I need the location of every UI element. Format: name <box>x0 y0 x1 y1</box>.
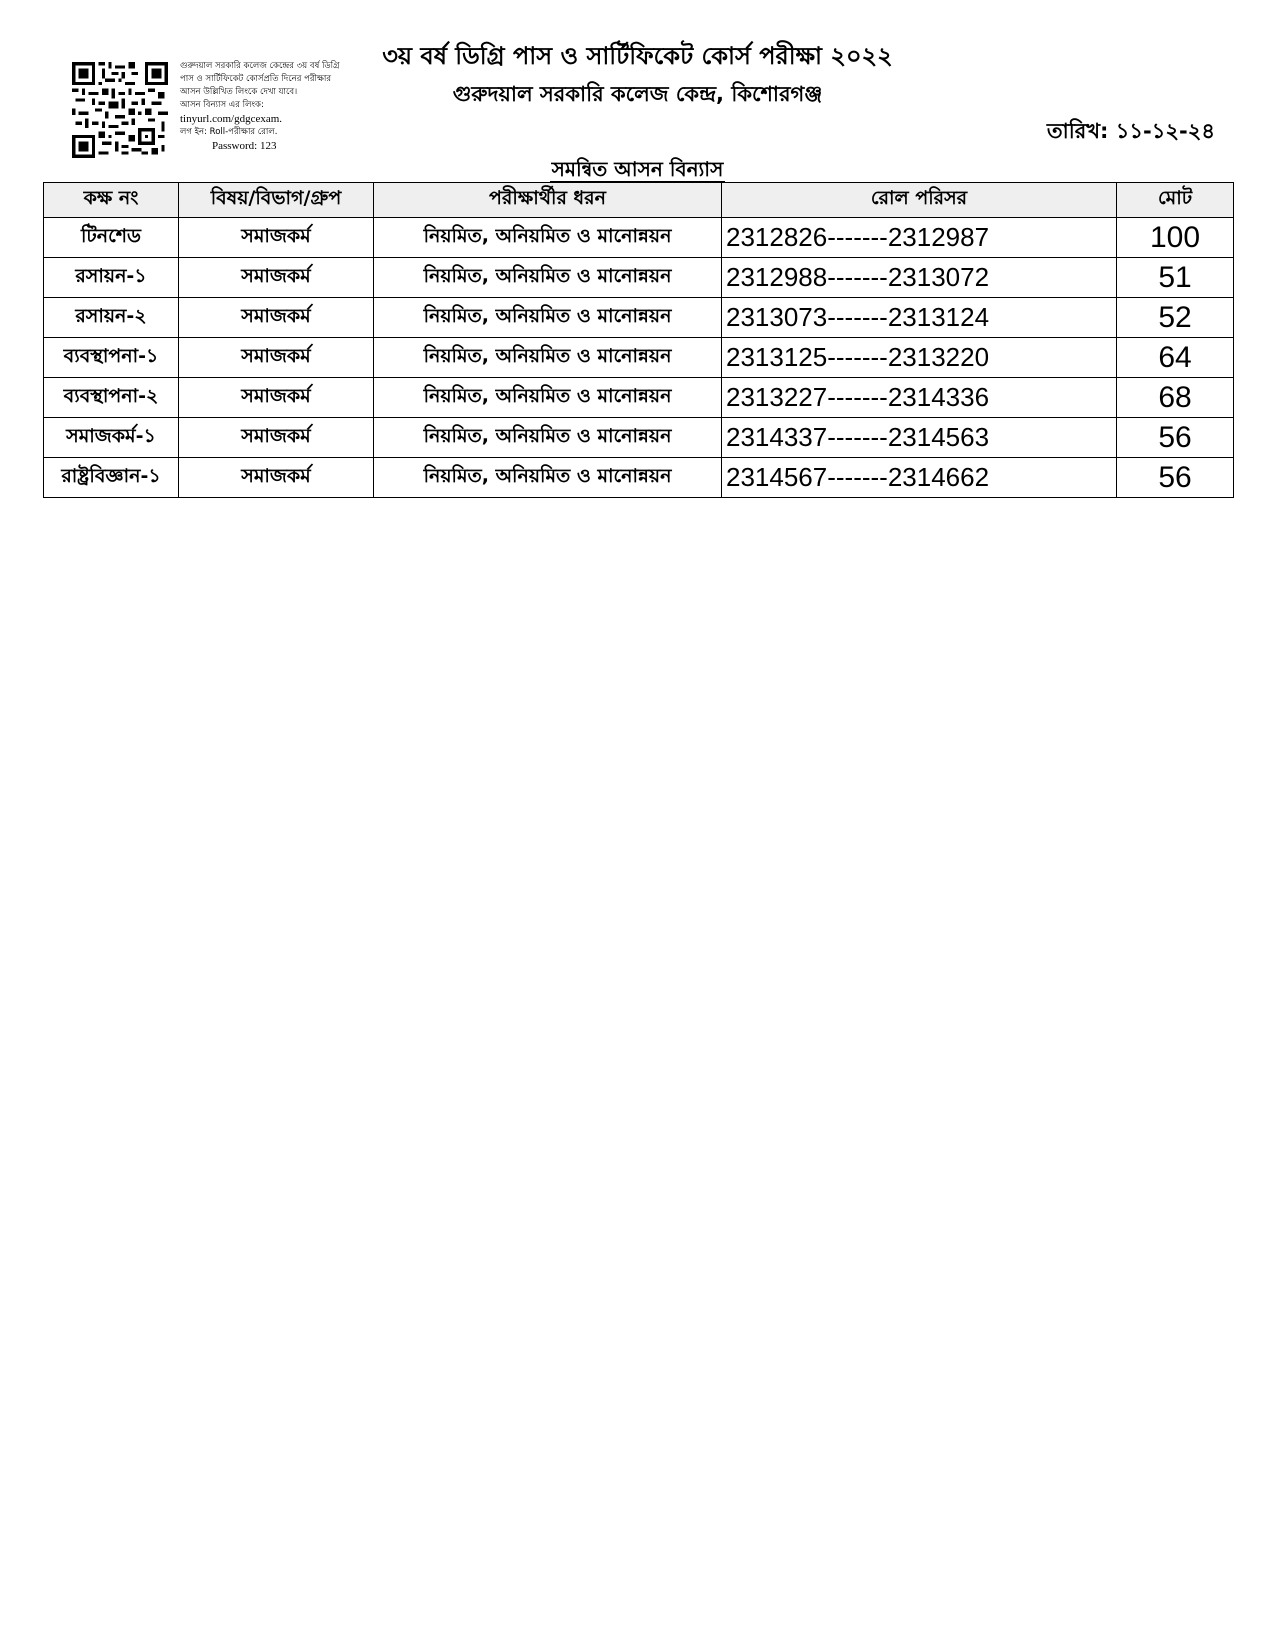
roll-range-cell: 2312988-------2313072 <box>722 258 1117 298</box>
type-cell: নিয়মিত, অনিয়মিত ও মানোন্নয়ন <box>374 218 722 258</box>
type-cell: নিয়মিত, অনিয়মিত ও মানোন্নয়ন <box>374 338 722 378</box>
total-cell: 68 <box>1117 378 1234 418</box>
table-row <box>44 458 1234 498</box>
qr-note-login: লগ ইন: Roll-পরীক্ষার রোল. <box>180 127 278 137</box>
subject-cell: সমাজকর্ম <box>179 338 374 378</box>
plan-title-text: সমন্বিত আসন বিন্যাস <box>551 157 724 181</box>
table-row <box>44 258 1234 298</box>
table-row <box>44 338 1234 378</box>
type-cell: নিয়মিত, অনিয়মিত ও মানোন্নয়ন <box>374 258 722 298</box>
total-cell: 51 <box>1117 258 1234 298</box>
roll-range-cell: 2313227-------2314336 <box>722 378 1117 418</box>
total-cell: 56 <box>1117 458 1234 498</box>
room-cell: ব্যবস্থাপনা-১ <box>44 338 179 378</box>
roll-range-cell: 2313073-------2313124 <box>722 298 1117 338</box>
type-cell: নিয়মিত, অনিয়মিত ও মানোন্নয়ন <box>374 298 722 338</box>
date-label: তারিখ: ১১-১২-২৪ <box>1046 119 1215 143</box>
total-cell: 56 <box>1117 418 1234 458</box>
roll-range-cell: 2313125-------2313220 <box>722 338 1117 378</box>
center-title: গুরুদয়াল সরকারি কলেজ কেন্দ্র, কিশোরগঞ্জ <box>452 82 823 106</box>
qr-note-password: Password: 123 <box>212 140 277 152</box>
total-cell: 100 <box>1117 218 1234 258</box>
seating-table <box>43 182 1234 498</box>
table-header-row <box>44 183 1234 218</box>
col-header-room: কক্ষ নং <box>44 183 179 218</box>
exam-title: ৩য় বর্ষ ডিগ্রি পাস ও সার্টিফিকেট কোর্স পরীক্ষা ২০২২ <box>382 42 893 70</box>
type-cell: নিয়মিত, অনিয়মিত ও মানোন্নয়ন <box>374 418 722 458</box>
type-cell: নিয়মিত, অনিয়মিত ও মানোন্নয়ন <box>374 378 722 418</box>
roll-range-cell: 2312826-------2312987 <box>722 218 1117 258</box>
type-cell: নিয়মিত, অনিয়মিত ও মানোন্নয়ন <box>374 458 722 498</box>
subject-cell: সমাজকর্ম <box>179 258 374 298</box>
total-cell: 64 <box>1117 338 1234 378</box>
table-row <box>44 218 1234 258</box>
room-cell: রসায়ন-২ <box>44 298 179 338</box>
qr-note-line: গুরুদয়াল সরকারি কলেজ কেন্দ্রের ৩য় বর্ষ ডিগ্রি <box>180 61 340 71</box>
room-cell: রসায়ন-১ <box>44 258 179 298</box>
subject-cell: সমাজকর্ম <box>179 378 374 418</box>
room-cell: সমাজকর্ম-১ <box>44 418 179 458</box>
col-header-type: পরীক্ষার্থীর ধরন <box>374 183 722 218</box>
col-header-roll: রোল পরিসর <box>722 183 1117 218</box>
subject-cell: সমাজকর্ম <box>179 458 374 498</box>
table-row <box>44 418 1234 458</box>
total-cell: 52 <box>1117 298 1234 338</box>
table-row <box>44 378 1234 418</box>
roll-range-cell: 2314567-------2314662 <box>722 458 1117 498</box>
col-header-subject: বিষয়/বিভাগ/গ্রুপ <box>179 183 374 218</box>
room-cell: টিনশেড <box>44 218 179 258</box>
subject-cell: সমাজকর্ম <box>179 218 374 258</box>
room-cell: ব্যবস্থাপনা-২ <box>44 378 179 418</box>
room-cell: রাষ্ট্রবিজ্ঞান-১ <box>44 458 179 498</box>
subject-cell: সমাজকর্ম <box>179 298 374 338</box>
qr-note-line: আসন উল্লিখিত লিংকে দেখা যাবে। <box>180 87 298 97</box>
table-row <box>44 298 1234 338</box>
subject-cell: সমাজকর্ম <box>179 418 374 458</box>
col-header-total: মোট <box>1117 183 1234 218</box>
qr-note-line: পাস ও সার্টিফিকেট কোর্সপ্রতি দিনের পরীক্ষার <box>180 74 331 84</box>
qr-note-link: tinyurl.com/gdgcexam. <box>180 113 283 125</box>
roll-range-cell: 2314337-------2314563 <box>722 418 1117 458</box>
qr-note-line: আসন বিন্যাস এর লিংক: <box>180 100 264 110</box>
